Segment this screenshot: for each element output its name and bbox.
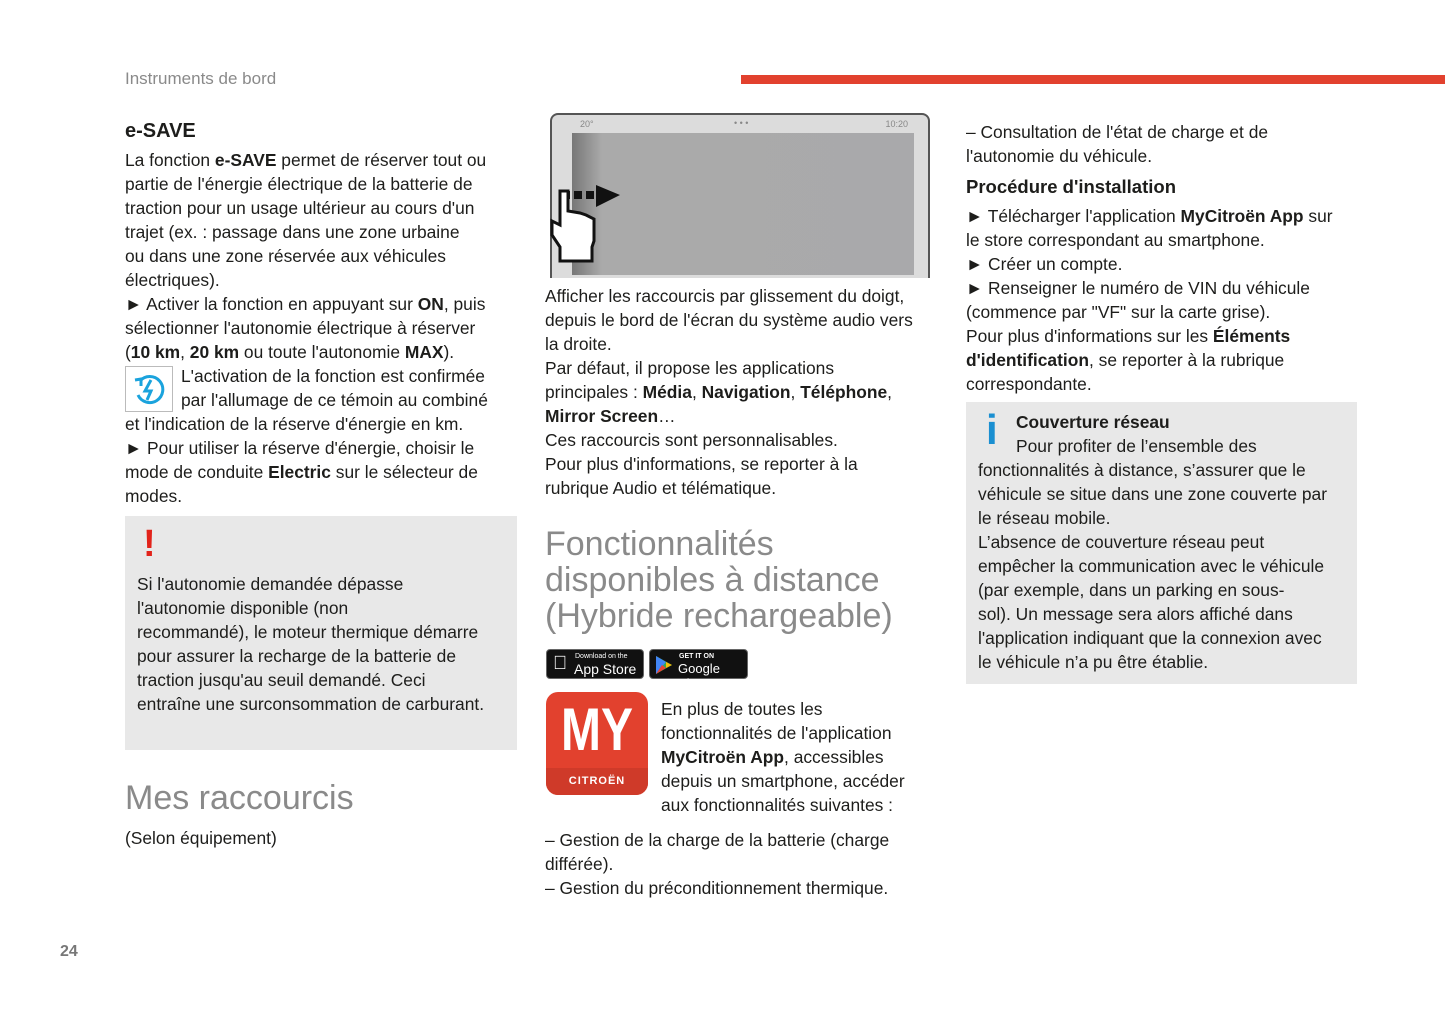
- google-play-badge[interactable]: [649, 649, 748, 691]
- bold-text: e-SAVE: [214, 150, 277, 170]
- app-store-big-text: App Store: [574, 661, 637, 677]
- text-run: ).: [443, 342, 455, 362]
- text-run: Afficher les raccourcis par glissement du doigt, depuis le bord de l'écran du système audio vers la droite. Par défaut, il propose les applications principales :: [545, 286, 913, 402]
- esave-paragraph: [125, 148, 520, 364]
- logo-brand-text: CITROËN: [546, 768, 648, 795]
- warning-text: [137, 572, 505, 716]
- text-run: ,: [180, 342, 190, 362]
- esave-title: e-SAVE: [125, 120, 196, 142]
- text-run: ,: [887, 382, 892, 402]
- bold-text: Média: [642, 382, 692, 402]
- network-info-text: [978, 434, 1345, 674]
- column-3: [966, 120, 1361, 684]
- bold-text: 10 km: [130, 342, 181, 362]
- header-accent-bar: [741, 75, 1445, 84]
- apple-icon: [553, 653, 567, 675]
- column-2: [545, 284, 940, 634]
- app-store-badge[interactable]: [546, 649, 644, 679]
- column-1: [125, 118, 520, 850]
- text-run: Pour profiter de l’ensemble des fonctionnalités à distance, s’assurer que le véhicule se situe dans une zone couverte par le réseau mobile. L’absence de couverture réseau peut empêcher la communication avec le véhicule (par exemple, dans un parking en sous- sol). Un message sera alors affiché dans l'application indiquant que la connexion avec le véhicule n’a pu être établie.: [978, 436, 1328, 672]
- text-run: , se reporter à la rubrique correspondante.: [966, 350, 1285, 394]
- text-run: – Consultation de l'état de charge et de l'autonomie du véhicule.: [966, 122, 1269, 166]
- text-run: En plus de toutes les fonctionnalités de l'application: [661, 699, 892, 743]
- bold-text: 20 km: [189, 342, 240, 362]
- app-intro-paragraph: [661, 697, 941, 817]
- app-store-small-text: Download on the: [575, 653, 628, 660]
- google-play-small-text: GET IT ON: [679, 653, 714, 660]
- text-run: sur le sélecteur de modes.: [125, 462, 478, 506]
- text-run: et l'indication de la réserve d'énergie en km. ► Pour utiliser la réserve d'énergie, choisir le mode de conduite: [125, 414, 475, 482]
- text-run: Si l'autonomie demandée dépasse l'autonomie disponible (non recommandé), le moteur thermique démarre pour assurer la recharge de la batterie de traction jusqu'au seuil demandé. Ceci entraîne une surconsommation de carburant.: [137, 574, 485, 714]
- text-run: L'activation de la fonction est confirmée par l'allumage de ce témoin au combiné: [181, 366, 488, 410]
- bold-text: MyCitroën App: [1180, 206, 1304, 226]
- bold-text: ON: [417, 294, 444, 314]
- text-run: , puis sélectionner l'autonomie électrique à réserver (: [125, 294, 486, 362]
- page-number: 24: [60, 943, 78, 960]
- google-play-icon: [656, 656, 672, 674]
- network-info-box: [966, 402, 1357, 684]
- bold-text: Éléments d'identification: [966, 326, 1291, 370]
- warning-icon: !: [143, 523, 156, 565]
- text-run: sur le store correspondant au smartphone. ► Créer un compte. ► Renseigner le numéro de VIN du véhicule (commence par "VF" sur la carte grise). Pour plus d'informations sur les: [966, 206, 1333, 346]
- network-info-title: Couverture réseau: [1016, 412, 1170, 432]
- text-run: ,: [691, 382, 702, 402]
- shortcuts-title: Mes raccourcis: [125, 779, 354, 817]
- bold-text: Electric: [268, 462, 331, 482]
- screen-temperature: 20°: [580, 119, 594, 129]
- screen-time: 10:20: [885, 119, 908, 129]
- warning-box: [125, 516, 517, 750]
- bold-text: Mirror Screen: [545, 406, 659, 426]
- text-run: … Ces raccourcis sont personnalisables. Pour plus d'informations, se reporter à la rubrique Audio et télématique.: [545, 406, 858, 498]
- google-play-big-text: Google Play: [678, 661, 720, 691]
- text-run: ou toute l'autonomie: [239, 342, 405, 362]
- features-list-continued: [966, 120, 1361, 168]
- bold-text: MAX: [404, 342, 444, 362]
- bold-text: MyCitroën App: [661, 747, 785, 767]
- shortcuts-paragraph: [545, 284, 940, 500]
- features-list: [545, 828, 940, 900]
- screen-illustration: [550, 113, 930, 278]
- screen-dots: • • •: [734, 118, 749, 128]
- text-run: La fonction: [125, 150, 215, 170]
- installation-steps: [966, 204, 1361, 396]
- remote-features-title: Fonctionnalités disponibles à distance (Hybride rechargeable): [545, 525, 893, 635]
- section-header: Instruments de bord: [125, 69, 277, 88]
- shortcuts-note: (Selon équipement): [125, 828, 277, 848]
- bold-text: Navigation: [701, 382, 791, 402]
- installation-title: Procédure d'installation: [966, 176, 1176, 197]
- text-run: , accessibles depuis un smartphone, accéder aux fonctionnalités suivantes :: [661, 747, 905, 815]
- esave-indicator-icon: [125, 366, 173, 412]
- text-run: – Gestion de la charge de la batterie (charge différée). – Gestion du préconditionnement thermique.: [545, 830, 890, 898]
- text-run: ► Télécharger l'application: [966, 206, 1181, 226]
- text-run: ,: [790, 382, 801, 402]
- logo-my-text: MY: [561, 696, 633, 763]
- esave-indicator-text: [181, 364, 488, 412]
- swipe-hand-icon: [548, 181, 628, 267]
- mycitroen-app-logo: [546, 692, 648, 795]
- text-run: permet de réserver tout ou partie de l'énergie électrique de la batterie de traction pour un usage ultérieur au cours d'un trajet (ex. : passage dans une zone urbaine ou dans une zone réservée aux véhicules électriques). ► Activer la fonction en appuyant sur: [125, 150, 487, 314]
- esave-usage-paragraph: [125, 412, 520, 508]
- bold-text: Téléphone: [800, 382, 888, 402]
- info-icon: i: [986, 406, 998, 453]
